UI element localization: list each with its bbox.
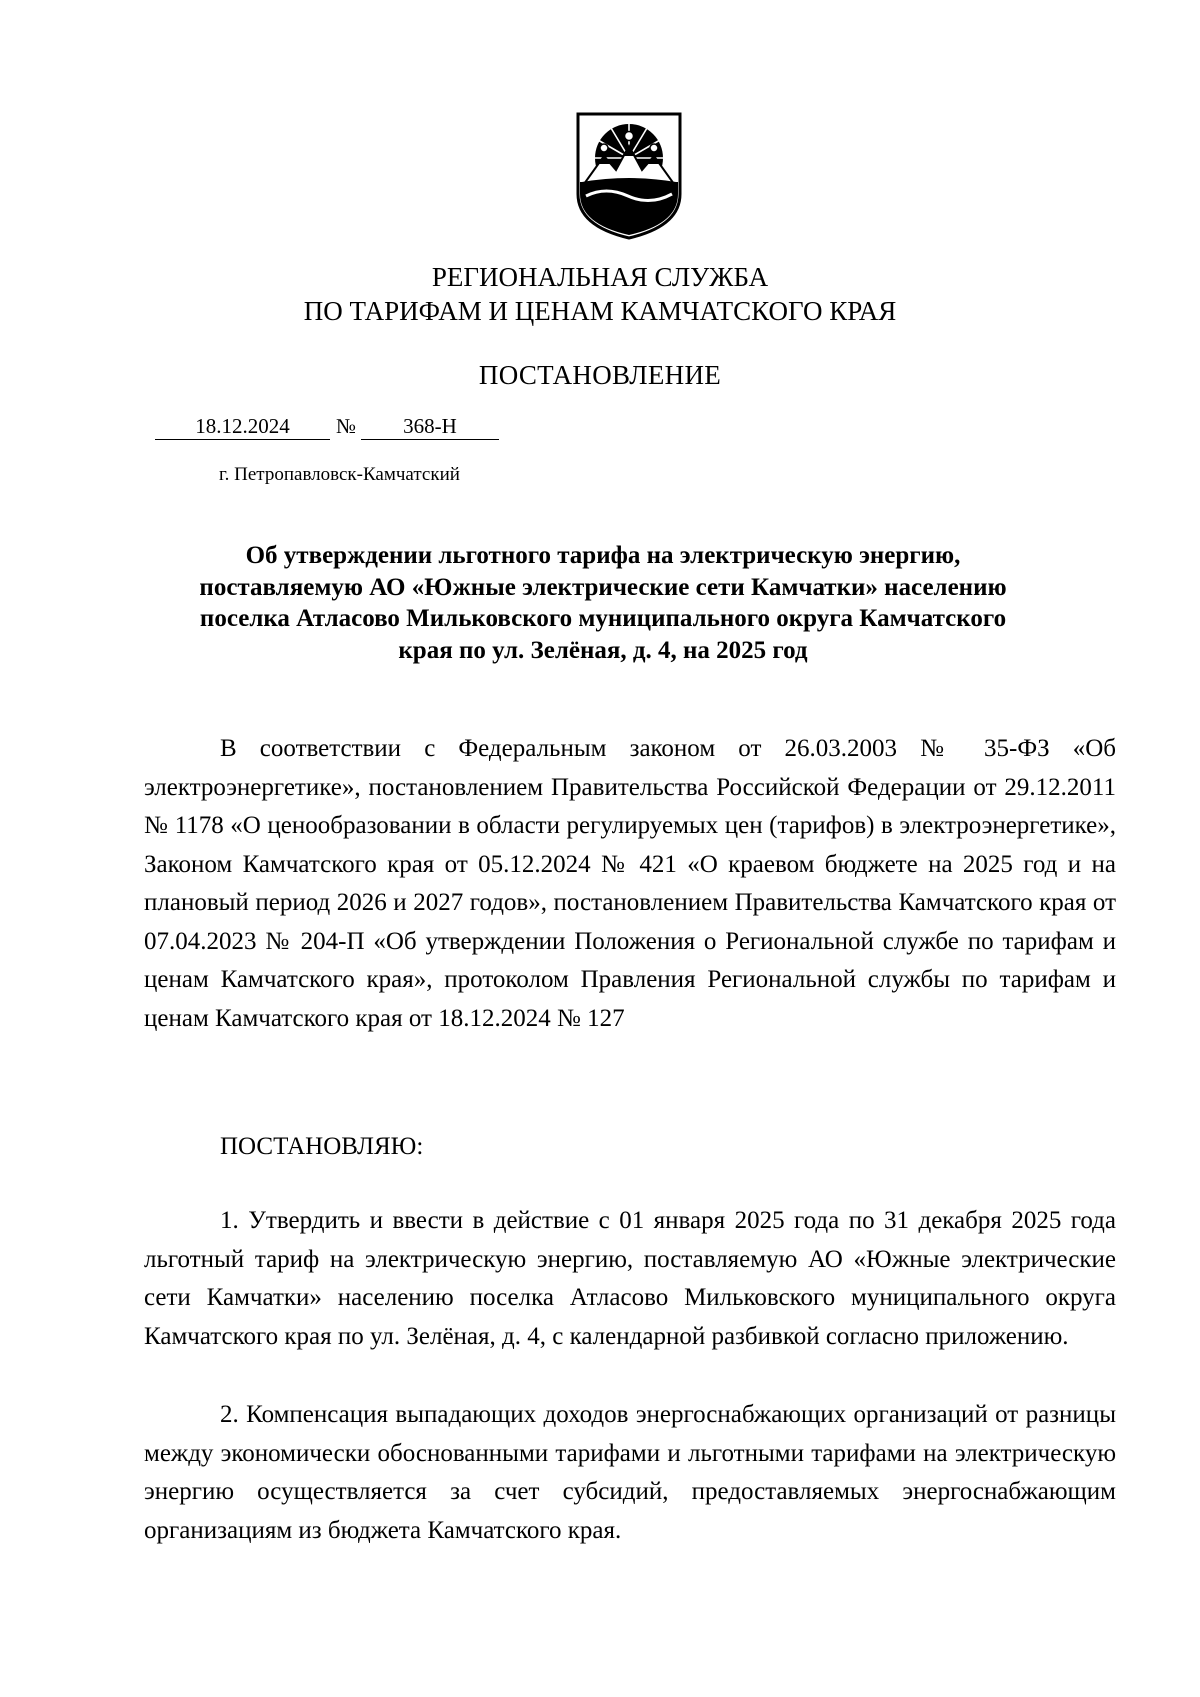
city: г. Петропавловск-Камчатский	[219, 464, 460, 485]
document-title: Об утверждении льготного тарифа на электрическую энергию, поставляемую АО «Южные электрические сети Камчатки» населению поселка Атласово Мильковского муниципального округа Камчатского края по ул. Зелёная, д. 4, на 2025 год	[199, 542, 1007, 664]
document-number: 368-Н	[361, 413, 499, 440]
decree-item-2: 2. Компенсация выпадающих доходов энергоснабжающих организаций от разницы между экономически обоснованными тарифами и льготными тарифами на электрическую энергию осуществляется за счет субсидий, предоставляемых энергоснабжающим организациям из бюджета Камчатского края.	[144, 1401, 1116, 1544]
preamble-paragraph: В соответствии с Федеральным законом от 26.03.2003 № 35-ФЗ «Об электроэнергетике», постановлением Правительства Российской Федерации от 29.12.2011 № 1178 «О ценообразовании в области регулируемых цен (тарифов) в электроэнергетике», Законом Камчатского края от 05.12.2024 № 421 «О краевом бюджете на 2025 год и на плановый период 2026 и 2027 годов», постановлением Правительства Камчатского края от 07.04.2023 № 204-П «Об утверждении Положения о Региональной службе по тарифам и ценам Камчатского края», протоколом Правления Региональной службы по тарифам и ценам Камчатского края от 18.12.2024 № 127	[144, 735, 1116, 1032]
decree-item-1: 1. Утвердить и ввести в действие с 01 января 2025 года по 31 декабря 2025 года льготный тариф на электрическую энергию, поставляемую АО «Южные электрические сети Камчатки» населению поселка Атласово Мильковского муниципального округа Камчатского края по ул. Зелёная, д. 4, с календарной разбивкой согласно приложению.	[144, 1207, 1116, 1350]
document-type: ПОСТАНОВЛЕНИЕ	[478, 360, 722, 390]
number-sign: №	[335, 414, 357, 438]
org-name-line-1: РЕГИОНАЛЬНАЯ СЛУЖБА	[431, 262, 769, 292]
org-name-line-2: ПО ТАРИФАМ И ЦЕНАМ КАМЧАТСКОГО КРАЯ	[303, 296, 897, 326]
coat-of-arms-icon	[576, 112, 682, 240]
decree-word: ПОСТАНОВЛЯЮ:	[220, 1133, 424, 1160]
document-date: 18.12.2024	[155, 413, 330, 440]
